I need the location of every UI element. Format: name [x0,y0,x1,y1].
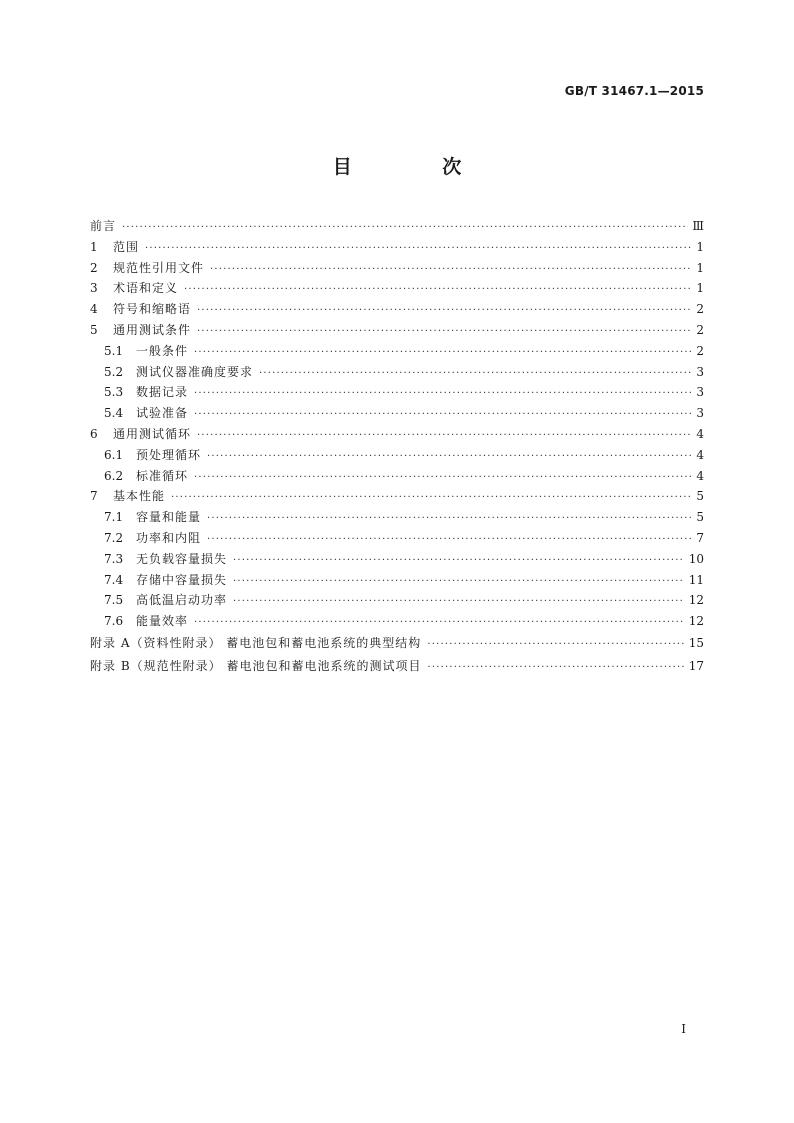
toc-entry-foreword[interactable] [90,216,704,237]
toc-entry-number: 7.3 [104,551,124,566]
toc-leader-dots [145,239,692,260]
toc-entry-6-2[interactable] [90,466,704,487]
toc-entry-number: 6.1 [104,447,124,462]
toc-entry-number: 4 [90,302,98,317]
toc-entry-label: 容量和能量 [136,510,202,525]
toc-leader-dots [171,488,692,509]
toc-entry-label: 能量效率 [136,614,189,629]
toc-leader-dots [233,592,685,613]
toc-entry-2[interactable] [90,258,704,279]
toc-entry-1[interactable] [90,237,704,258]
toc-entry-page: 11 [688,572,704,587]
toc-leader-dots [197,301,692,322]
toc-entry-label: 符号和缩略语 [113,302,192,317]
toc-entry-label: 一般条件 [136,343,189,358]
toc-entry-number: 5.4 [104,406,124,421]
toc-entry-number: 5.1 [104,343,124,358]
toc-entry-label: 高低温启动功率 [136,593,228,608]
table-of-contents [90,216,704,678]
toc-entry-5-2[interactable] [90,362,704,383]
toc-entry-number: 1 [90,239,98,254]
toc-leader-dots [197,426,692,447]
toc-leader-dots [194,613,685,634]
toc-entry-label: 存储中容量损失 [136,572,228,587]
toc-entry-label: 标准循环 [136,468,189,483]
toc-entry-label: 规范性引用文件 [113,260,205,275]
toc-entry-page: 10 [688,551,704,566]
toc-entry-page: 5 [696,510,704,525]
toc-entry-label: 前言 [90,219,117,233]
toc-entry-label: 测试仪器准确度要求 [136,364,254,379]
toc-leader-dots [210,260,692,281]
toc-entry-number: 2 [90,260,98,275]
toc-entry-7-2[interactable] [90,528,704,549]
toc-entry-number: 6.2 [104,468,124,483]
toc-entry-page: 4 [696,447,704,462]
toc-entry-page: 7 [696,530,704,545]
toc-entry-page: 4 [696,426,704,441]
toc-entry-number: 7 [90,489,98,504]
toc-entry-number: 7.2 [104,530,124,545]
toc-entry-5[interactable] [90,320,704,341]
toc-leader-dots [207,530,692,551]
toc-entry-page: 3 [696,364,704,379]
toc-leader-dots [194,405,692,426]
toc-leader-dots [194,468,692,489]
toc-entry-3[interactable] [90,278,704,299]
toc-entry-label: 基本性能 [113,489,166,504]
toc-entry-number: 7.1 [104,510,124,525]
toc-entry-number: 7.6 [104,614,124,629]
toc-entry-label: 通用测试条件 [113,322,192,337]
toc-entry-7[interactable] [90,486,704,507]
toc-entry-7-1[interactable] [90,507,704,528]
toc-entry-5-4[interactable] [90,403,704,424]
toc-entry-label: 预处理循环 [136,447,202,462]
toc-entry-page: 2 [696,302,704,317]
toc-entry-7-4[interactable] [90,570,704,591]
toc-leader-dots [194,343,692,364]
toc-entry-page: 3 [696,385,704,400]
toc-entry-label: 无负载容量损失 [136,551,228,566]
toc-entry-page: 2 [696,343,704,358]
toc-leader-dots [259,364,692,385]
page-title: 目 次 [332,156,504,178]
toc-entry-label: 范围 [113,239,140,254]
toc-entry-label: 功率和内阻 [136,530,202,545]
toc-leader-dots [184,280,692,301]
toc-entry-5-3[interactable] [90,382,704,403]
toc-entry-page: 2 [696,322,704,337]
toc-entry-5-1[interactable] [90,341,704,362]
toc-leader-dots [207,509,692,530]
toc-entry-6[interactable] [90,424,704,445]
toc-leader-dots [197,322,692,343]
toc-entry-page: 1 [696,239,704,254]
toc-entry-number: 5.3 [104,385,124,400]
toc-entry-label: 试验准备 [136,406,189,421]
toc-leader-dots [233,572,685,593]
toc-entry-label: 数据记录 [136,385,189,400]
toc-entry-page: 17 [688,658,704,673]
toc-entry-page: 3 [696,406,704,421]
toc-entry-number: 7.5 [104,593,124,608]
toc-entry-page: 4 [696,468,704,483]
toc-leader-dots [122,218,688,239]
toc-entry-number: 5.2 [104,364,124,379]
toc-entry-page: 1 [696,281,704,296]
toc-leader-dots [207,447,692,468]
toc-entry-label: 通用测试循环 [113,426,192,441]
toc-entry-page: 5 [696,489,704,504]
toc-entry-6-1[interactable] [90,445,704,466]
toc-leader-dots [233,551,685,572]
page-number: I [681,1022,686,1036]
toc-entry-label: 附录 A（资料性附录） 蓄电池包和蓄电池系统的典型结构 [90,635,422,650]
toc-entry-page: 12 [688,614,704,629]
toc-entry-label: 附录 B（规范性附录） 蓄电池包和蓄电池系统的测试项目 [90,658,422,673]
toc-entry-label: 术语和定义 [113,281,179,296]
toc-leader-dots [427,656,684,679]
toc-entry-7-5[interactable] [90,590,704,611]
toc-entry-page: 15 [688,635,704,650]
toc-entry-7-6[interactable] [90,611,704,632]
standard-code: GB/T 31467.1—2015 [564,84,704,98]
toc-entry-page: 12 [688,593,704,608]
toc-leader-dots [194,384,692,405]
toc-entry-number: 3 [90,281,98,296]
toc-entry-number: 5 [90,322,98,337]
toc-entry-number: 6 [90,426,98,441]
toc-entry-appendix-a[interactable] [90,632,704,655]
toc-leader-dots [427,633,684,656]
toc-entry-number: 7.4 [104,572,124,587]
toc-entry-7-3[interactable] [90,549,704,570]
toc-entry-page: 1 [696,260,704,275]
toc-entry-4[interactable] [90,299,704,320]
toc-entry-appendix-b[interactable] [90,655,704,678]
toc-entry-page: Ⅲ [692,219,704,233]
